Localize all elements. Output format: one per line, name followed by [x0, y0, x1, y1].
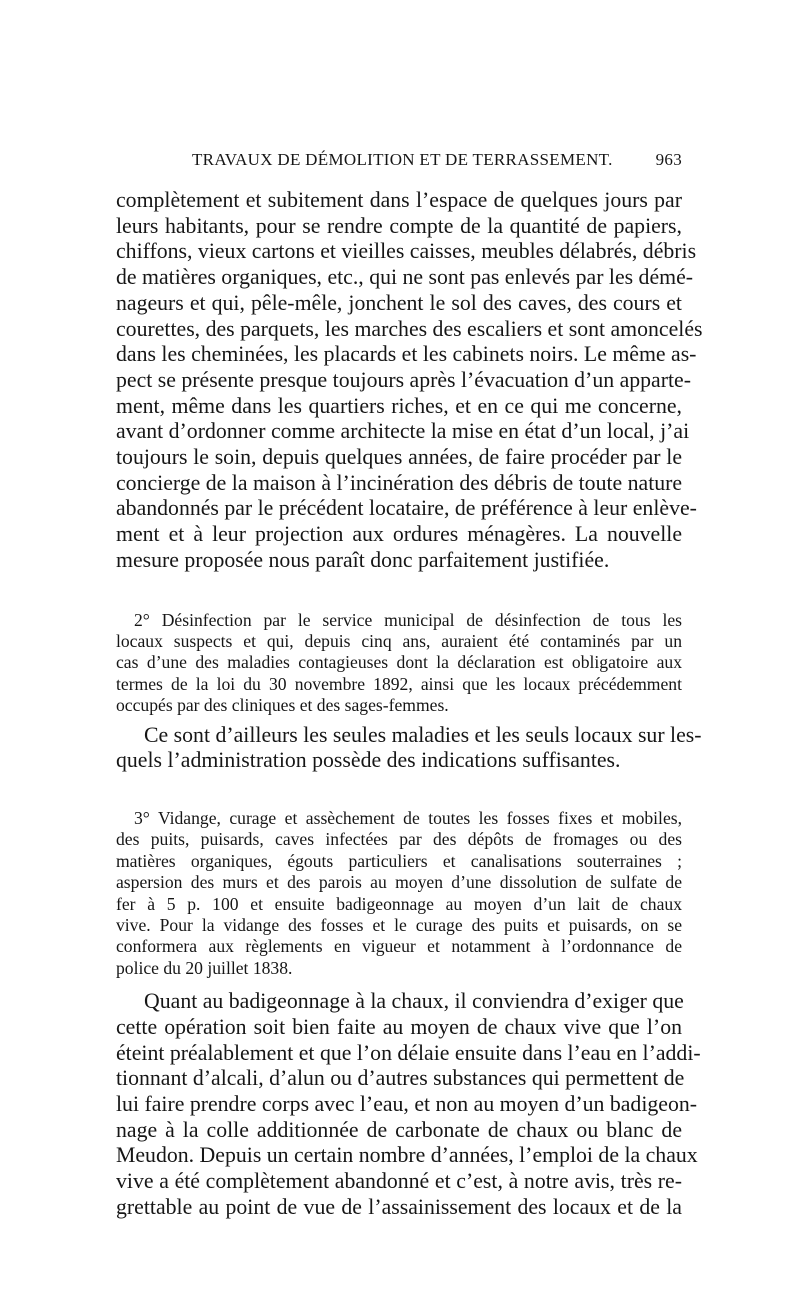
text-line: tionnant d’alcali, d’alun ou d’autres substances qui permettent de	[116, 1066, 685, 1091]
text-line: dans les cheminées, les placards et les cabinets noirs. Le même as-	[116, 342, 697, 367]
text-line: matières organiques, égouts particuliers et canalisations souterraines ;	[116, 850, 682, 871]
text-line: Quant au badigeonnage à la chaux, il conviendra d’exiger que	[144, 989, 684, 1014]
text-line: concierge de la maison à l’incinération des débris de toute nature	[116, 470, 683, 495]
text-line: lui faire prendre corps avec l’eau, et non au moyen d’un badigeon-	[116, 1092, 698, 1117]
page-number: 963	[655, 150, 682, 169]
text-line: complètement et subitement dans l’espace de quelques jours par	[116, 188, 682, 212]
text-line: termes de la loi du 30 novembre 1892, ainsi que les locaux précédemment	[116, 673, 682, 694]
text-line: ment, même dans les quartiers riches, et en ce qui me concerne,	[116, 393, 682, 418]
text-line: grettable au point de vue de l’assainissement des locaux et de la	[116, 1194, 682, 1219]
text-line: ment et à leur projection aux ordures ménagères. La nouvelle	[116, 522, 682, 547]
text-line: cas d’une des maladies contagieuses dont la déclaration est obligatoire aux	[116, 652, 682, 673]
text-line: leurs habitants, pour se rendre compte de la quantité de papiers,	[116, 213, 682, 238]
text-line: éteint préalablement et que l’on délaie ensuite dans l’eau en l’addi-	[116, 1040, 701, 1065]
text-line: quels l’administration possède des indications suffisantes.	[116, 748, 621, 773]
text-line: cette opération soit bien faite au moyen de chaux vive que l’on	[116, 1014, 682, 1039]
paragraph-5-badigeonnage	[116, 989, 701, 1220]
text-line: mesure proposée nous paraît donc parfaitement justifiée.	[116, 547, 610, 572]
text-line: nage à la colle additionnée de carbonate de chaux ou blanc de	[116, 1117, 682, 1142]
paragraph-1	[116, 188, 703, 574]
paragraph-2-disinfection	[116, 610, 682, 717]
text-line: Ce sont d’ailleurs les seules maladies et les seuls locaux sur les-	[144, 722, 702, 747]
text-line: occupés par des cliniques et des sages-femmes.	[116, 695, 449, 716]
running-title: TRAVAUX DE DÉMOLITION ET DE TERRASSEMENT.	[192, 150, 613, 169]
paragraph-3	[116, 722, 702, 774]
text-line: 3° Vidange, curage et assèchement de toutes les fosses fixes et mobiles,	[134, 807, 682, 828]
text-line: 2° Désinfection par le service municipal de désinfection de tous les	[134, 609, 682, 630]
text-line: locaux suspects et qui, depuis cinq ans, auraient été contaminés par un	[116, 630, 682, 651]
text-line: chiffons, vieux cartons et vieilles caisses, meubles délabrés, débris	[116, 239, 697, 264]
text-line: avant d’ordonner comme architecte la mise en état d’un local, j’ai	[116, 419, 690, 444]
text-line: pect se présente presque toujours après l’évacuation d’un apparte-	[116, 367, 691, 392]
text-line: vive. Pour la vidange des fosses et le curage des puits et puisards, on se	[116, 915, 682, 936]
text-line: Meudon. Depuis un certain nombre d’années, l’emploi de la chaux	[116, 1143, 698, 1168]
text-line: des puits, puisards, caves infectées par des dépôts de fromages ou des	[116, 829, 682, 850]
running-header	[116, 150, 682, 176]
text-line: nageurs et qui, pêle-mêle, jonchent le sol des caves, des cours et	[116, 290, 682, 315]
text-line: vive a été complètement abandonné et c’est, à notre avis, très re-	[116, 1169, 682, 1194]
text-line: courettes, des parquets, les marches des escaliers et sont amoncelés	[116, 316, 703, 341]
text-line: de matières organiques, etc., qui ne sont pas enlevés par les démé-	[116, 265, 694, 290]
text-line: toujours le soin, depuis quelques années, de faire procéder par le	[116, 445, 682, 470]
book-page	[116, 150, 703, 1221]
text-line: fer à 5 p. 100 et ensuite badigeonnage au moyen d’un lait de chaux	[116, 893, 682, 914]
text-line: police du 20 juillet 1838.	[116, 957, 293, 978]
paragraph-4-vidange	[116, 808, 682, 979]
text-line: conformera aux règlements en vigueur et notamment à l’ordonnance de	[116, 936, 682, 957]
text-line: aspersion des murs et des parois au moyen d’une dissolution de sulfate de	[116, 872, 682, 893]
text-line: abandonnés par le précédent locataire, de préférence à leur enlève-	[116, 496, 697, 521]
